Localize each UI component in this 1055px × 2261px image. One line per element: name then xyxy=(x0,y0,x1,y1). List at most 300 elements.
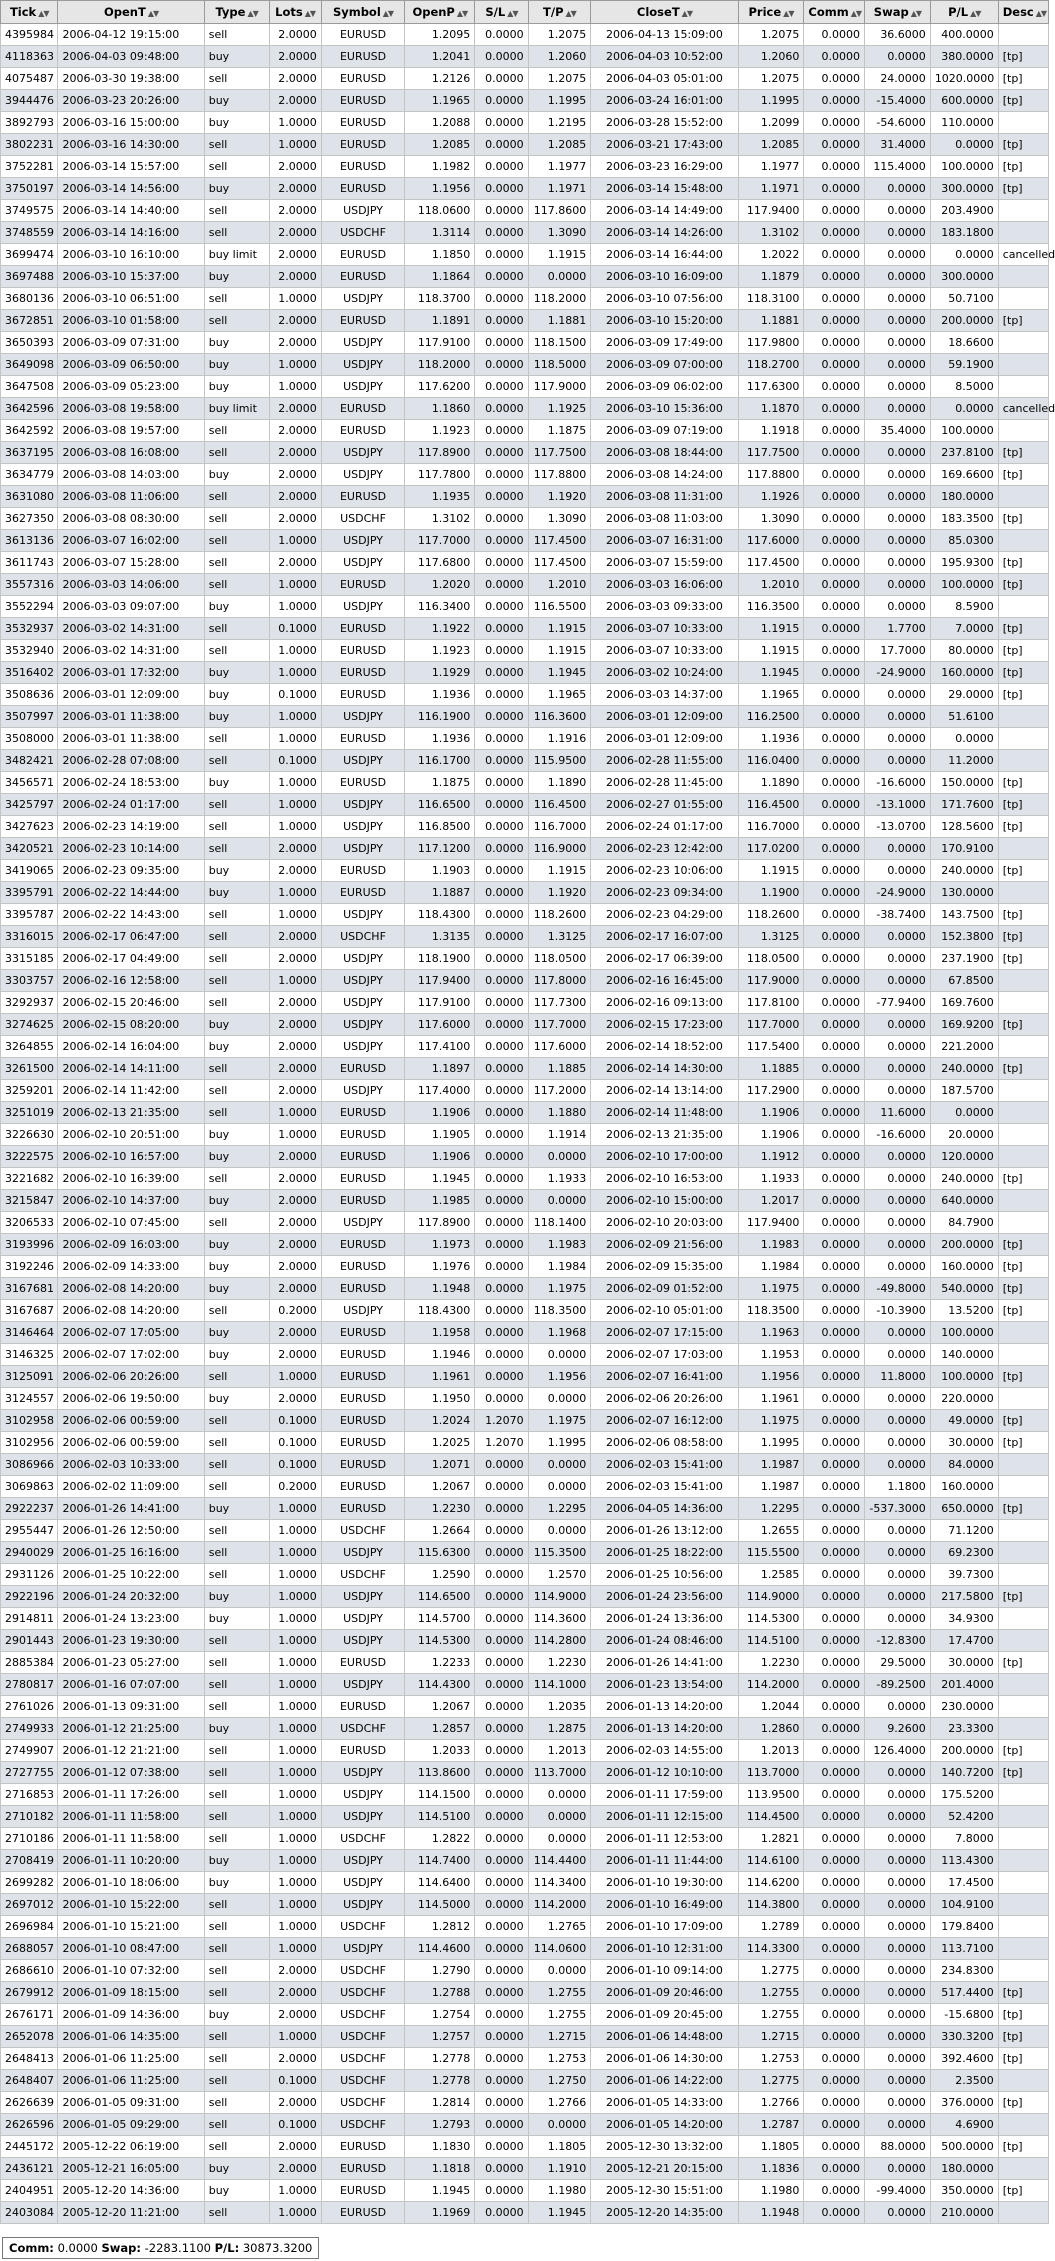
cell-openp: 1.1818 xyxy=(405,2158,475,2180)
table-row[interactable] xyxy=(1,596,1049,618)
cell-opent: 2006-01-06 14:35:00 xyxy=(58,2026,204,2048)
column-header-comm[interactable] xyxy=(804,1,865,24)
table-row[interactable] xyxy=(1,1278,1049,1300)
cell-comm: 0.0000 xyxy=(804,1828,865,1850)
cell-swap: -99.4000 xyxy=(865,2180,931,2202)
sort-arrows-icon[interactable]: ▲▼ xyxy=(507,9,518,18)
table-row[interactable] xyxy=(1,200,1049,222)
cell-comm: 0.0000 xyxy=(804,1014,865,1036)
table-row[interactable] xyxy=(1,1212,1049,1234)
cell-opent: 2006-02-10 16:39:00 xyxy=(58,1168,204,1190)
table-row[interactable] xyxy=(1,772,1049,794)
table-row[interactable] xyxy=(1,134,1049,156)
cell-tick: 3419065 xyxy=(1,860,58,882)
cell-swap: 0.0000 xyxy=(865,1696,931,1718)
table-row[interactable] xyxy=(1,816,1049,838)
table-row[interactable] xyxy=(1,178,1049,200)
column-header-opent[interactable] xyxy=(58,1,204,24)
cell-pl: 0.0000 xyxy=(930,728,998,750)
cell-type: buy xyxy=(204,1014,269,1036)
cell-comm: 0.0000 xyxy=(804,398,865,420)
table-row[interactable] xyxy=(1,1520,1049,1542)
table-row[interactable] xyxy=(1,2114,1049,2136)
cell-price: 1.1936 xyxy=(738,728,804,750)
cell-swap: 88.0000 xyxy=(865,2136,931,2158)
table-row[interactable] xyxy=(1,574,1049,596)
table-row[interactable] xyxy=(1,354,1049,376)
cell-closet: 2006-04-13 15:09:00 xyxy=(591,24,738,46)
cell-openp: 113.8600 xyxy=(405,1762,475,1784)
cell-opent: 2006-01-16 07:07:00 xyxy=(58,1674,204,1696)
table-row[interactable] xyxy=(1,420,1049,442)
table-row[interactable] xyxy=(1,266,1049,288)
cell-sl: 0.0000 xyxy=(475,1124,528,1146)
column-header-pl[interactable] xyxy=(930,1,998,24)
cell-type: buy xyxy=(204,706,269,728)
table-row[interactable] xyxy=(1,2202,1049,2224)
table-row[interactable] xyxy=(1,530,1049,552)
cell-price: 1.2060 xyxy=(738,46,804,68)
cell-desc xyxy=(998,1036,1048,1058)
cell-tp: 1.2060 xyxy=(528,46,591,68)
cell-tp: 1.1915 xyxy=(528,640,591,662)
cell-pl: 20.0000 xyxy=(930,1124,998,1146)
cell-openp: 1.3102 xyxy=(405,508,475,530)
cell-comm: 0.0000 xyxy=(804,1586,865,1608)
table-row[interactable] xyxy=(1,618,1049,640)
column-header-lots[interactable] xyxy=(269,1,321,24)
table-row[interactable] xyxy=(1,68,1049,90)
table-row[interactable] xyxy=(1,1850,1049,1872)
cell-swap: 0.0000 xyxy=(865,1586,931,1608)
table-row[interactable] xyxy=(1,1080,1049,1102)
cell-lots: 1.0000 xyxy=(269,134,321,156)
cell-price: 1.1945 xyxy=(738,662,804,684)
cell-closet: 2006-02-10 20:03:00 xyxy=(591,1212,738,1234)
cell-swap: 0.0000 xyxy=(865,1960,931,1982)
table-row[interactable] xyxy=(1,156,1049,178)
cell-tick: 3637195 xyxy=(1,442,58,464)
table-row[interactable] xyxy=(1,1894,1049,1916)
cell-comm: 0.0000 xyxy=(804,552,865,574)
cell-swap: 0.0000 xyxy=(865,244,931,266)
sort-arrows-icon[interactable]: ▲▼ xyxy=(147,9,159,18)
sort-arrows-icon[interactable]: ▲▼ xyxy=(970,9,981,18)
sort-arrows-icon[interactable]: ▲▼ xyxy=(38,9,49,18)
cell-comm: 0.0000 xyxy=(804,156,865,178)
column-header-price[interactable] xyxy=(738,1,804,24)
cell-closet: 2006-02-10 16:53:00 xyxy=(591,1168,738,1190)
cell-price: 1.2085 xyxy=(738,134,804,156)
table-row[interactable] xyxy=(1,112,1049,134)
cell-pl: 13.5200 xyxy=(930,1300,998,1322)
table-row[interactable] xyxy=(1,1322,1049,1344)
cell-sl: 0.0000 xyxy=(475,354,528,376)
table-row[interactable] xyxy=(1,2136,1049,2158)
cell-type: sell xyxy=(204,134,269,156)
table-row[interactable] xyxy=(1,662,1049,684)
cell-comm: 0.0000 xyxy=(804,1300,865,1322)
sort-arrows-icon[interactable]: ▲▼ xyxy=(382,9,394,18)
table-row[interactable] xyxy=(1,1828,1049,1850)
cell-sl: 0.0000 xyxy=(475,2202,528,2224)
cell-tp: 1.1975 xyxy=(528,1278,591,1300)
table-row[interactable] xyxy=(1,948,1049,970)
table-row[interactable] xyxy=(1,1476,1049,1498)
cell-openp: 1.2085 xyxy=(405,134,475,156)
column-header-label: Desc xyxy=(1002,5,1034,19)
cell-desc xyxy=(998,2114,1048,2136)
cell-price: 114.3300 xyxy=(738,1938,804,1960)
cell-type: sell xyxy=(204,1982,269,2004)
column-header-tp[interactable] xyxy=(528,1,591,24)
table-row[interactable] xyxy=(1,684,1049,706)
column-header-openp[interactable] xyxy=(405,1,475,24)
cell-pl: 4.6900 xyxy=(930,2114,998,2136)
table-row[interactable] xyxy=(1,310,1049,332)
sort-arrows-icon[interactable]: ▲▼ xyxy=(565,9,576,18)
cell-tick: 3748559 xyxy=(1,222,58,244)
cell-desc: [tp] xyxy=(998,464,1048,486)
cell-desc xyxy=(998,200,1048,222)
table-row[interactable] xyxy=(1,1696,1049,1718)
table-row[interactable] xyxy=(1,90,1049,112)
cell-openp: 1.1936 xyxy=(405,728,475,750)
cell-tick: 3167681 xyxy=(1,1278,58,1300)
cell-tick: 3102956 xyxy=(1,1432,58,1454)
cell-pl: 650.0000 xyxy=(930,1498,998,1520)
cell-sl: 0.0000 xyxy=(475,1476,528,1498)
cell-lots: 1.0000 xyxy=(269,1630,321,1652)
cell-desc: [tp] xyxy=(998,1256,1048,1278)
cell-lots: 0.1000 xyxy=(269,750,321,772)
cell-tp: 117.6000 xyxy=(528,1036,591,1058)
sort-arrows-icon[interactable]: ▲▼ xyxy=(681,9,692,18)
cell-type: sell xyxy=(204,750,269,772)
cell-lots: 1.0000 xyxy=(269,1542,321,1564)
table-row[interactable] xyxy=(1,1146,1049,1168)
cell-pl: 18.6600 xyxy=(930,332,998,354)
cell-openp: 117.9400 xyxy=(405,970,475,992)
table-row[interactable] xyxy=(1,1300,1049,1322)
column-header-swap[interactable] xyxy=(865,1,931,24)
cell-lots: 2.0000 xyxy=(269,2136,321,2158)
cell-pl: 171.7600 xyxy=(930,794,998,816)
table-row[interactable] xyxy=(1,1652,1049,1674)
sort-arrows-icon[interactable]: ▲▼ xyxy=(783,9,794,18)
cell-openp: 1.2754 xyxy=(405,2004,475,2026)
cell-type: sell xyxy=(204,222,269,244)
cell-price: 118.2700 xyxy=(738,354,804,376)
cell-type: sell xyxy=(204,948,269,970)
cell-lots: 1.0000 xyxy=(269,1696,321,1718)
cell-lots: 1.0000 xyxy=(269,970,321,992)
sort-arrows-icon[interactable]: ▲▼ xyxy=(247,9,258,18)
cell-openp: 1.2757 xyxy=(405,2026,475,2048)
table-row[interactable] xyxy=(1,1366,1049,1388)
cell-symbol: USDJPY xyxy=(321,354,405,376)
table-row[interactable] xyxy=(1,1168,1049,1190)
cell-opent: 2006-02-10 14:37:00 xyxy=(58,1190,204,1212)
table-row[interactable] xyxy=(1,992,1049,1014)
cell-openp: 1.2071 xyxy=(405,1454,475,1476)
cell-price: 117.9000 xyxy=(738,970,804,992)
table-row[interactable] xyxy=(1,1938,1049,1960)
column-header-desc[interactable] xyxy=(998,1,1048,24)
cell-closet: 2006-01-09 20:46:00 xyxy=(591,1982,738,2004)
cell-lots: 0.1000 xyxy=(269,2114,321,2136)
table-row[interactable] xyxy=(1,244,1049,266)
cell-type: sell xyxy=(204,1564,269,1586)
table-row[interactable] xyxy=(1,1718,1049,1740)
cell-pl: 180.0000 xyxy=(930,486,998,508)
table-row[interactable] xyxy=(1,1740,1049,1762)
table-row[interactable] xyxy=(1,2004,1049,2026)
cell-comm: 0.0000 xyxy=(804,134,865,156)
table-row[interactable] xyxy=(1,2026,1049,2048)
cell-sl: 0.0000 xyxy=(475,706,528,728)
cell-sl: 0.0000 xyxy=(475,200,528,222)
cell-tp: 115.3500 xyxy=(528,1542,591,1564)
table-row[interactable] xyxy=(1,1190,1049,1212)
table-row[interactable] xyxy=(1,860,1049,882)
cell-desc xyxy=(998,1124,1048,1146)
cell-closet: 2006-04-03 05:01:00 xyxy=(591,68,738,90)
cell-sl: 0.0000 xyxy=(475,1498,528,1520)
column-header-label: Type xyxy=(215,5,246,19)
table-row[interactable] xyxy=(1,926,1049,948)
table-row[interactable] xyxy=(1,1388,1049,1410)
cell-pl: 217.5800 xyxy=(930,1586,998,1608)
table-row[interactable] xyxy=(1,794,1049,816)
cell-desc xyxy=(998,530,1048,552)
cell-opent: 2006-01-10 15:22:00 xyxy=(58,1894,204,1916)
cell-swap: 24.0000 xyxy=(865,68,931,90)
cell-comm: 0.0000 xyxy=(804,1234,865,1256)
column-header-type[interactable] xyxy=(204,1,269,24)
table-row[interactable] xyxy=(1,398,1049,420)
cell-opent: 2006-01-12 21:21:00 xyxy=(58,1740,204,1762)
table-row[interactable] xyxy=(1,640,1049,662)
table-row[interactable] xyxy=(1,1542,1049,1564)
table-row[interactable] xyxy=(1,904,1049,926)
cell-symbol: EURUSD xyxy=(321,1256,405,1278)
table-row[interactable] xyxy=(1,1102,1049,1124)
table-row[interactable] xyxy=(1,1784,1049,1806)
cell-pl: 100.0000 xyxy=(930,420,998,442)
cell-symbol: EURUSD xyxy=(321,24,405,46)
cell-opent: 2006-03-09 07:31:00 xyxy=(58,332,204,354)
table-row[interactable] xyxy=(1,706,1049,728)
table-row[interactable] xyxy=(1,1916,1049,1938)
table-row[interactable] xyxy=(1,970,1049,992)
cell-closet: 2006-01-06 14:48:00 xyxy=(591,2026,738,2048)
table-row[interactable] xyxy=(1,288,1049,310)
cell-opent: 2006-01-26 14:41:00 xyxy=(58,1498,204,1520)
cell-openp: 1.2233 xyxy=(405,1652,475,1674)
cell-symbol: EURUSD xyxy=(321,1278,405,1300)
cell-pl: 600.0000 xyxy=(930,90,998,112)
cell-swap: 0.0000 xyxy=(865,508,931,530)
sort-arrows-icon[interactable]: ▲▼ xyxy=(850,9,862,18)
table-row[interactable] xyxy=(1,1498,1049,1520)
cell-openp: 114.1500 xyxy=(405,1784,475,1806)
cell-swap: 0.0000 xyxy=(865,178,931,200)
cell-symbol: EURUSD xyxy=(321,68,405,90)
cell-openp: 118.3700 xyxy=(405,288,475,310)
cell-closet: 2006-01-12 10:10:00 xyxy=(591,1762,738,1784)
cell-swap: 0.0000 xyxy=(865,2158,931,2180)
cell-price: 1.2755 xyxy=(738,2004,804,2026)
cell-symbol: EURUSD xyxy=(321,772,405,794)
cell-price: 117.6300 xyxy=(738,376,804,398)
cell-price: 1.2013 xyxy=(738,1740,804,1762)
table-row[interactable] xyxy=(1,2070,1049,2092)
table-row[interactable] xyxy=(1,376,1049,398)
cell-sl: 1.2070 xyxy=(475,1410,528,1432)
cell-sl: 0.0000 xyxy=(475,24,528,46)
table-row[interactable] xyxy=(1,1872,1049,1894)
table-row[interactable] xyxy=(1,728,1049,750)
table-row[interactable] xyxy=(1,1630,1049,1652)
cell-comm: 0.0000 xyxy=(804,926,865,948)
cell-swap: -12.8300 xyxy=(865,1630,931,1652)
sort-arrows-icon[interactable]: ▲▼ xyxy=(1035,9,1047,18)
cell-symbol: EURUSD xyxy=(321,2180,405,2202)
table-row[interactable] xyxy=(1,552,1049,574)
cell-desc xyxy=(998,1102,1048,1124)
cell-desc: [tp] xyxy=(998,2004,1048,2026)
table-row[interactable] xyxy=(1,222,1049,244)
cell-sl: 0.0000 xyxy=(475,310,528,332)
column-header-tick[interactable] xyxy=(1,1,58,24)
sort-arrows-icon[interactable]: ▲▼ xyxy=(456,9,468,18)
cell-symbol: EURUSD xyxy=(321,1344,405,1366)
table-row[interactable] xyxy=(1,24,1049,46)
table-row[interactable] xyxy=(1,1608,1049,1630)
cell-opent: 2006-03-10 15:37:00 xyxy=(58,266,204,288)
cell-comm: 0.0000 xyxy=(804,2048,865,2070)
table-row[interactable] xyxy=(1,442,1049,464)
cell-desc xyxy=(998,486,1048,508)
cell-tick: 3647508 xyxy=(1,376,58,398)
cell-openp: 1.2812 xyxy=(405,1916,475,1938)
cell-comm: 0.0000 xyxy=(804,530,865,552)
cell-swap: 0.0000 xyxy=(865,1410,931,1432)
cell-symbol: USDJPY xyxy=(321,464,405,486)
cell-swap: 1.1800 xyxy=(865,1476,931,1498)
column-header-label: OpenP xyxy=(412,5,455,19)
cell-symbol: USDCHF xyxy=(321,2026,405,2048)
cell-comm: 0.0000 xyxy=(804,2026,865,2048)
cell-opent: 2006-02-14 11:42:00 xyxy=(58,1080,204,1102)
table-row[interactable] xyxy=(1,1124,1049,1146)
cell-closet: 2006-02-07 16:12:00 xyxy=(591,1410,738,1432)
cell-sl: 0.0000 xyxy=(475,574,528,596)
table-row[interactable] xyxy=(1,1234,1049,1256)
cell-price: 1.3102 xyxy=(738,222,804,244)
cell-tick: 3627350 xyxy=(1,508,58,530)
column-header-sl[interactable] xyxy=(475,1,528,24)
cell-symbol: USDJPY xyxy=(321,750,405,772)
cell-comm: 0.0000 xyxy=(804,1938,865,1960)
cell-swap: 0.0000 xyxy=(865,398,931,420)
cell-lots: 1.0000 xyxy=(269,1520,321,1542)
cell-swap: 0.0000 xyxy=(865,1806,931,1828)
table-row[interactable] xyxy=(1,1432,1049,1454)
cell-tp: 114.3600 xyxy=(528,1608,591,1630)
cell-openp: 1.2095 xyxy=(405,24,475,46)
table-row[interactable] xyxy=(1,838,1049,860)
table-row[interactable] xyxy=(1,46,1049,68)
table-row[interactable] xyxy=(1,332,1049,354)
cell-lots: 2.0000 xyxy=(269,310,321,332)
table-row[interactable] xyxy=(1,1674,1049,1696)
table-row[interactable] xyxy=(1,1564,1049,1586)
cell-type: buy xyxy=(204,1498,269,1520)
table-row[interactable] xyxy=(1,1806,1049,1828)
sort-arrows-icon[interactable]: ▲▼ xyxy=(910,9,922,18)
cell-type: sell xyxy=(204,1696,269,1718)
cell-swap: 17.7000 xyxy=(865,640,931,662)
cell-type: sell xyxy=(204,1366,269,1388)
table-row[interactable] xyxy=(1,508,1049,530)
table-row[interactable] xyxy=(1,464,1049,486)
table-row[interactable] xyxy=(1,1036,1049,1058)
table-row[interactable] xyxy=(1,1982,1049,2004)
cell-lots: 2.0000 xyxy=(269,508,321,530)
table-row[interactable] xyxy=(1,1014,1049,1036)
table-row[interactable] xyxy=(1,750,1049,772)
column-header-symbol[interactable] xyxy=(321,1,405,24)
summary-bar xyxy=(2,2237,319,2259)
table-row[interactable] xyxy=(1,2158,1049,2180)
cell-lots: 0.1000 xyxy=(269,618,321,640)
cell-price: 1.1805 xyxy=(738,2136,804,2158)
cell-pl: 330.3200 xyxy=(930,2026,998,2048)
table-row[interactable] xyxy=(1,2048,1049,2070)
cell-type: buy xyxy=(204,882,269,904)
cell-tick: 3427623 xyxy=(1,816,58,838)
sort-arrows-icon[interactable]: ▲▼ xyxy=(304,9,316,18)
cell-tick: 3944476 xyxy=(1,90,58,112)
table-row[interactable] xyxy=(1,1454,1049,1476)
cell-symbol: EURUSD xyxy=(321,1168,405,1190)
cell-opent: 2006-03-14 14:16:00 xyxy=(58,222,204,244)
table-row[interactable] xyxy=(1,1256,1049,1278)
cell-sl: 0.0000 xyxy=(475,266,528,288)
table-row[interactable] xyxy=(1,486,1049,508)
table-row[interactable] xyxy=(1,2180,1049,2202)
table-row[interactable] xyxy=(1,1586,1049,1608)
cell-closet: 2006-03-08 11:03:00 xyxy=(591,508,738,530)
table-row[interactable] xyxy=(1,2092,1049,2114)
cell-desc: [tp] xyxy=(998,816,1048,838)
cell-price: 1.2230 xyxy=(738,1652,804,1674)
cell-lots: 1.0000 xyxy=(269,728,321,750)
table-row[interactable] xyxy=(1,1762,1049,1784)
table-row[interactable] xyxy=(1,1344,1049,1366)
table-row[interactable] xyxy=(1,1058,1049,1080)
cell-openp: 117.6200 xyxy=(405,376,475,398)
table-row[interactable] xyxy=(1,1410,1049,1432)
cell-closet: 2006-01-11 12:53:00 xyxy=(591,1828,738,1850)
table-row[interactable] xyxy=(1,1960,1049,1982)
table-row[interactable] xyxy=(1,882,1049,904)
cell-opent: 2006-01-24 20:32:00 xyxy=(58,1586,204,1608)
cell-closet: 2005-12-20 14:35:00 xyxy=(591,2202,738,2224)
column-header-closet[interactable] xyxy=(591,1,738,24)
